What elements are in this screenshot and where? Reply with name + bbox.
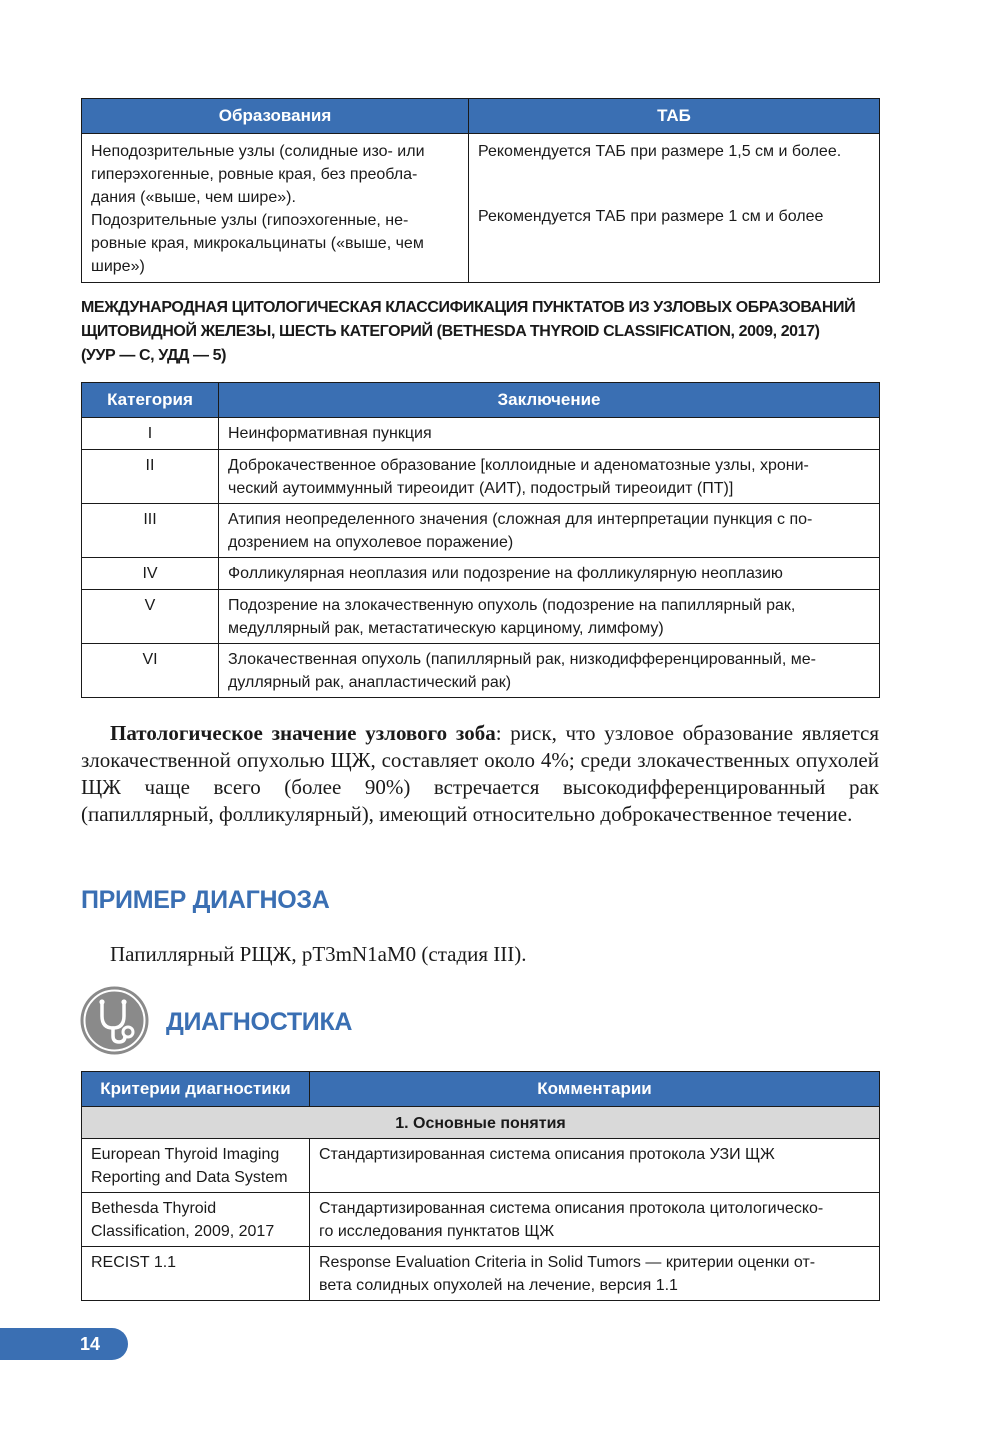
- cell-line: медуллярный рак, метастатическую карциному, лимфому): [228, 620, 664, 637]
- heading-line: ЩИТОВИДНОЙ ЖЕЛЕЗЫ, ШЕСТЬ КАТЕГОРИЙ (BETHESDA THYROID CLASSIFICATION, 2009, 2017): [81, 323, 820, 340]
- stethoscope-icon: [80, 986, 149, 1055]
- comment-cell: [310, 1247, 880, 1301]
- cell-line: вета солидных опухолей на лечение, версия 1.1: [319, 1277, 678, 1294]
- header-comments: Комментарии: [310, 1072, 880, 1107]
- cell-line: ровные края, микрокальцинаты («выше, чем: [91, 235, 424, 252]
- cell-line: ческий аутоиммунный тиреоидит (АИТ), подострый тиреоидит (ПТ)]: [228, 480, 734, 497]
- category-cell: V: [82, 590, 219, 644]
- heading-line: (УУР — С, УДД — 5): [81, 347, 227, 364]
- conclusion-cell: [219, 450, 880, 504]
- cell-line: го исследования пунктатов ЩЖ: [319, 1223, 555, 1240]
- table-row: [82, 1247, 880, 1301]
- category-cell: VI: [82, 644, 219, 698]
- comment-cell: [310, 1139, 880, 1193]
- fna-cell: [469, 134, 880, 283]
- table-row: [82, 1193, 880, 1247]
- cell-line: Стандартизированная система описания протокола УЗИ ЩЖ: [319, 1146, 775, 1163]
- bethesda-heading: [81, 296, 901, 368]
- cell-line: Неподозрительные узлы (солидные изо- или: [91, 143, 425, 160]
- conclusion-cell: [219, 590, 880, 644]
- nodule-fna-table: [81, 98, 880, 283]
- cell-line: Неинформативная пункция: [228, 425, 432, 442]
- table-row: [82, 558, 880, 590]
- formations-cell: [82, 134, 469, 283]
- table-row: [82, 450, 880, 504]
- table-row: [82, 418, 880, 450]
- header-category: Категория: [82, 383, 219, 418]
- conclusion-cell: [219, 644, 880, 698]
- cell-line: Доброкачественное образование [коллоидные и аденоматозные узлы, хрони-: [228, 457, 809, 474]
- cell-line: Атипия неопределенного значения (сложная для интерпретации пункция с по-: [228, 511, 813, 528]
- bethesda-table: [81, 382, 880, 698]
- pathology-paragraph: [81, 720, 879, 828]
- table-row: [82, 644, 880, 698]
- category-cell: II: [82, 450, 219, 504]
- cell-line: Стандартизированная система описания протокола цитологическо-: [319, 1200, 824, 1217]
- category-cell: IV: [82, 558, 219, 590]
- table-row: [82, 504, 880, 558]
- cell-line: Classification, 2009, 2017: [91, 1223, 275, 1240]
- cell-line: Reporting and Data System: [91, 1169, 288, 1186]
- page-number: 14: [80, 1334, 101, 1354]
- header-criteria: Критерии диагностики: [82, 1072, 310, 1107]
- cell-line: дуллярный рак, анапластический рак): [228, 674, 512, 691]
- subheader-basic-concepts: 1. Основные понятия: [82, 1107, 880, 1139]
- cell-line: Рекомендуется ТАБ при размере 1,5 см и более.: [478, 143, 842, 160]
- cell-line: Подозрительные узлы (гипоэхогенные, не-: [91, 212, 409, 229]
- header-conclusion: Заключение: [219, 383, 880, 418]
- header-formations: Образования: [82, 99, 469, 134]
- cell-line: гиперэхогенные, ровные края, без преобла-: [91, 166, 418, 183]
- cell-line: Подозрение на злокачественную опухоль (подозрение на папиллярный рак,: [228, 597, 796, 614]
- section-title-example: ПРИМЕР ДИАГНОЗА: [81, 886, 330, 914]
- cell-line: Bethesda Thyroid: [91, 1200, 217, 1217]
- table-row: [82, 134, 880, 283]
- diagnostics-criteria-table: [81, 1071, 880, 1301]
- category-cell: I: [82, 418, 219, 450]
- table-row: [82, 590, 880, 644]
- paragraph-bold-lead: Патологическое значение узлового зоба: [110, 721, 496, 745]
- diagnosis-example-text: Папиллярный РЩЖ, pT3mN1aM0 (стадия III).: [110, 942, 527, 966]
- table-subheader-row: [82, 1107, 880, 1139]
- cell-line: дания («выше, чем шире»).: [91, 189, 296, 206]
- conclusion-cell: [219, 558, 880, 590]
- comment-cell: [310, 1193, 880, 1247]
- cell-line: Рекомендуется ТАБ при размере 1 см и более: [478, 208, 824, 225]
- page-number-tab: [0, 1328, 128, 1360]
- table-row: [82, 1139, 880, 1193]
- category-cell: III: [82, 504, 219, 558]
- criteria-cell: [82, 1193, 310, 1247]
- cell-line: Response Evaluation Criteria in Solid Tumors — критерии оценки от-: [319, 1254, 816, 1271]
- header-fna: ТАБ: [469, 99, 880, 134]
- paragraph-text: : риск, что узловое образование является злокачественной опухолью ЩЖ, составляет около 4%; среди злокачественных опухолей ЩЖ чаще всего (более 90%) встречается высокодифференцированный рак (папиллярный, фолликулярный), имеющий относительно доброкачественное течение.: [81, 721, 879, 826]
- cell-line: дозрением на опухолевое поражение): [228, 534, 514, 551]
- cell-line: шире»): [91, 258, 145, 275]
- criteria-cell: [82, 1247, 310, 1301]
- heading-line: МЕЖДУНАРОДНАЯ ЦИТОЛОГИЧЕСКАЯ КЛАССИФИКАЦИЯ ПУНКТАТОВ ИЗ УЗЛОВЫХ ОБРАЗОВАНИЙ: [81, 299, 856, 316]
- conclusion-cell: [219, 418, 880, 450]
- section-title-diagnostics: ДИАГНОСТИКА: [166, 1008, 353, 1036]
- conclusion-cell: [219, 504, 880, 558]
- cell-line: Злокачественная опухоль (папиллярный рак, низкодифференцированный, ме-: [228, 651, 816, 668]
- cell-line: European Thyroid Imaging: [91, 1146, 280, 1163]
- criteria-cell: [82, 1139, 310, 1193]
- cell-line: Фолликулярная неоплазия или подозрение на фолликулярную неоплазию: [228, 565, 783, 582]
- cell-line: RECIST 1.1: [91, 1254, 177, 1271]
